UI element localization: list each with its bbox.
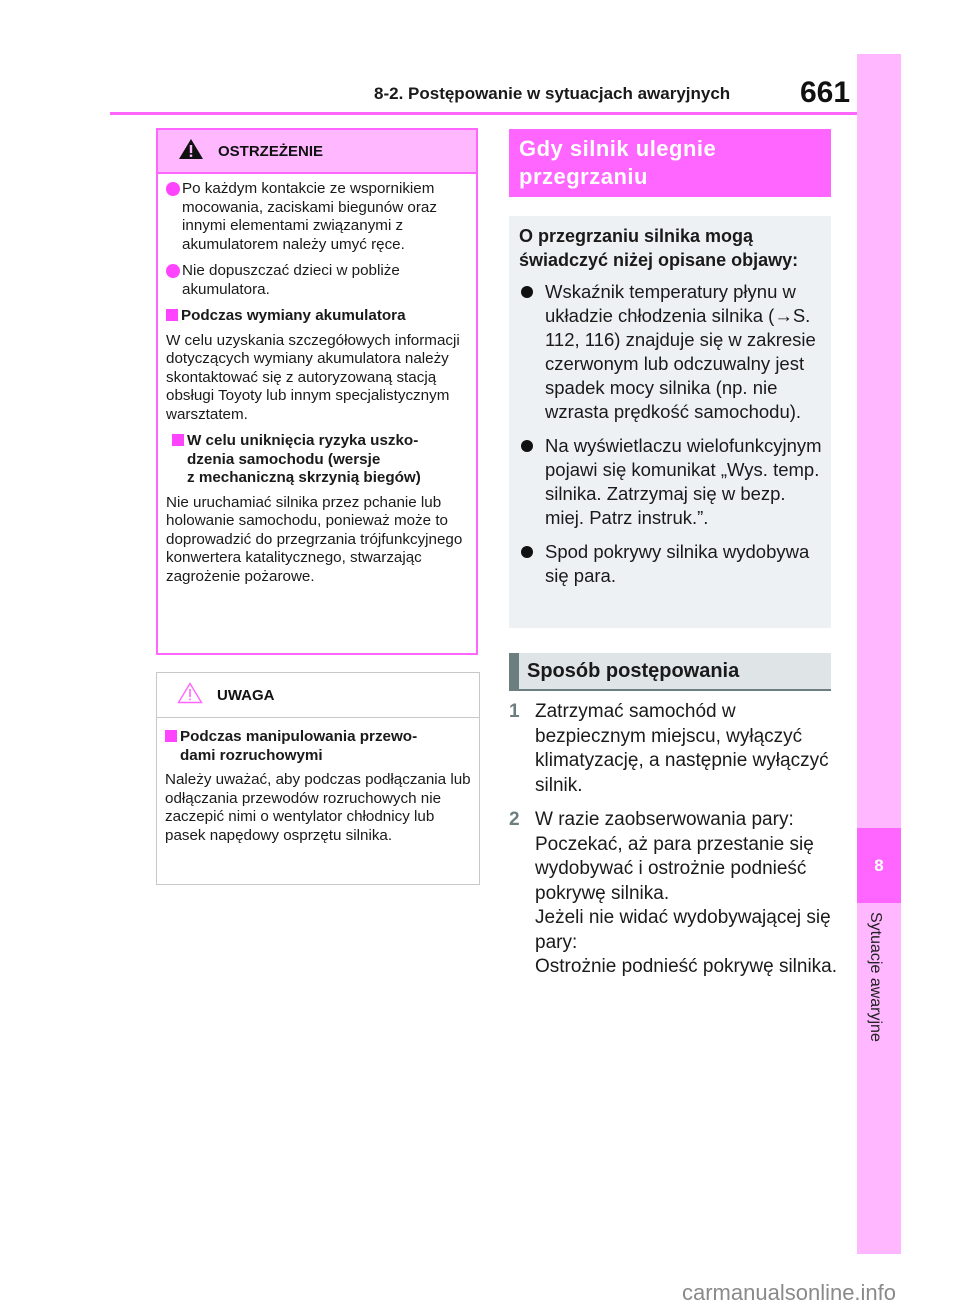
- section-title: Gdy silnik ulegnie przegrzaniu: [509, 129, 831, 197]
- symptom-item: Spod pokrywy silnika wydobywa się para.: [519, 540, 823, 588]
- page-number: 661: [800, 76, 851, 109]
- warning-title: OSTRZEŻENIE: [218, 142, 324, 160]
- chapter-number-tab[interactable]: 8: [857, 828, 901, 903]
- symptoms-panel: [509, 216, 831, 628]
- warning-header: [158, 130, 476, 174]
- procedure-step: 2 W razie zaobserwowania pary: Poczekać, aż para przestanie się wydobywać i ostrożnie podnieść pokrywę silnika. Jeżeli nie widać wydobywającej się pary: Ostrożnie podnieść pokrywę silnika.: [509, 808, 839, 980]
- symptom-item: Wskaźnik temperatury płynu w układzie chłodzenia silnika (→S. 112, 116) znajduje się w zakresie czerwonym lub odczuwalny jest spadek mocy silnika (np. nie wzrasta prędkość samochodu).: [519, 280, 823, 424]
- caution-subheading: Podczas manipulowania przewo- dami rozruchowymi: [165, 728, 473, 765]
- bullet-dot-icon: [166, 182, 180, 196]
- symptoms-intro: O przegrzaniu silnika mogą świadczyć niżej opisane objawy:: [519, 226, 799, 270]
- step-number: 1: [509, 701, 520, 722]
- warning-box: [156, 128, 478, 655]
- running-header: 8-2. Postępowanie w sytuacjach awaryjnych: [374, 84, 731, 103]
- bullet-dot-icon: [521, 546, 533, 558]
- warning-bullet: Po każdym kontakcie ze wspornikiem mocowania, zaciskami biegunów oraz innymi elementami związanymi z akumulatorem należy umyć ręce.: [166, 180, 470, 254]
- watermark[interactable]: carmanualsonline.info: [682, 1280, 897, 1305]
- bullet-dot-icon: [521, 440, 533, 452]
- chapter-label: Sytuacje awaryjne: [867, 912, 884, 1042]
- warning-triangle-outline-icon: [177, 682, 203, 709]
- warning-paragraph: Nie uruchamiać silnika przez pchanie lub holowanie samochodu, ponieważ może to doprowadzić do przegrzania trójfunkcyjnego konwertera katalitycznego, stwarzając zagrożenie pożarowe.: [166, 493, 463, 585]
- square-bullet-icon: [165, 730, 177, 742]
- caution-box: [156, 672, 480, 885]
- caution-header: [157, 673, 479, 718]
- square-bullet-icon: [166, 309, 178, 321]
- warning-subheading: W celu uniknięcia ryzyka uszko- dzenia samochodu (wersje z mechaniczną skrzynią biegów): [166, 432, 470, 488]
- step-number: 2: [509, 809, 520, 830]
- bullet-dot-icon: [521, 286, 533, 298]
- caution-title: UWAGA: [217, 686, 275, 704]
- bullet-dot-icon: [166, 264, 180, 278]
- procedure-steps: [509, 700, 839, 990]
- warning-triangle-filled-icon: [178, 138, 204, 165]
- procedure-heading: Sposób postępowania: [509, 653, 831, 691]
- warning-bullet: Nie dopuszczać dzieci w pobliże akumulatora.: [166, 262, 470, 299]
- square-bullet-icon: [172, 434, 184, 446]
- warning-subheading: Podczas wymiany akumulatora: [166, 307, 470, 326]
- caution-paragraph: Należy uważać, aby podczas podłączania lub odłączania przewodów rozruchowych nie zaczepić nimi o wentylator chłodnicy lub pasek napędowy osprzętu silnika.: [165, 771, 471, 844]
- header-divider: [110, 112, 858, 115]
- chapter-side-tab: [857, 54, 901, 1254]
- procedure-step: 1 Zatrzymać samochód w bezpiecznym miejscu, wyłączyć klimatyzację, a następnie wyłączyć silnik.: [509, 700, 839, 798]
- warning-paragraph: W celu uzyskania szczegółowych informacji dotyczących wymiany akumulatora należy skontaktować się z autoryzowaną stacją obsługi Toyoty lub innym specjalistycznym warsztatem.: [166, 331, 460, 423]
- symptom-item: Na wyświetlaczu wielofunkcyjnym pojawi się komunikat „Wys. temp. silnika. Zatrzymaj się w bezp. miej. Patrz instruk.”.: [519, 434, 823, 530]
